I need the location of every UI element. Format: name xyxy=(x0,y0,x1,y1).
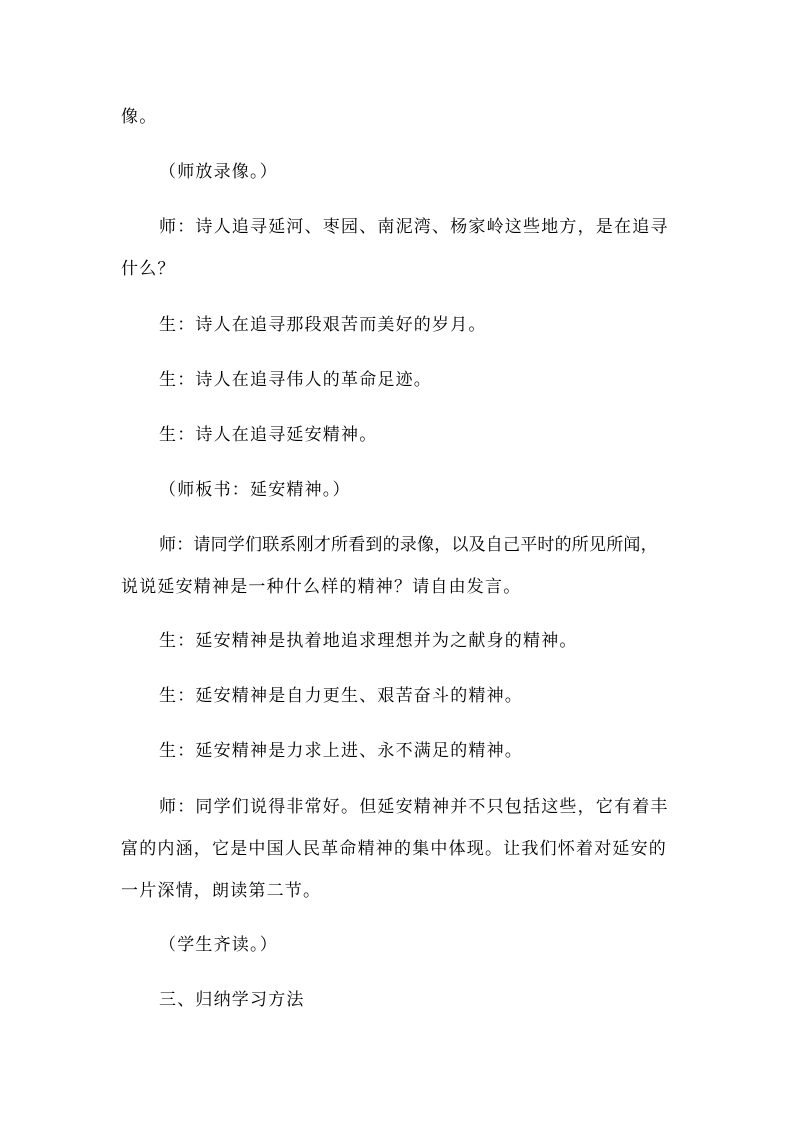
teacher-prompt-line-1: 师：请同学们联系刚才所看到的录像，以及自己平时的所见所闻， xyxy=(159,535,658,555)
student-answer-3: 生：诗人在追寻延安精神。 xyxy=(159,425,378,445)
teacher-summary-line-2: 富的内涵，它是中国人民革命精神的集中体现。让我们怀着对延安的 xyxy=(121,839,667,859)
student-answer-6: 生：延安精神是力求上进、永不满足的精神。 xyxy=(159,741,523,761)
teacher-summary-line-3: 一片深情，朗读第二节。 xyxy=(121,881,322,901)
text-line-continuation: 像。 xyxy=(121,107,158,127)
stage-direction-play-video: （师放录像。） xyxy=(159,162,278,182)
stage-direction-read-aloud: （学生齐读。） xyxy=(159,935,278,955)
teacher-question-line-2: 什么？ xyxy=(121,259,176,279)
student-answer-2: 生：诗人在追寻伟人的革命足迹。 xyxy=(159,370,432,390)
student-answer-4: 生：延安精神是执着地追求理想并为之献身的精神。 xyxy=(159,631,578,651)
student-answer-1: 生：诗人在追寻那段艰苦而美好的岁月。 xyxy=(159,315,487,335)
student-answer-5: 生：延安精神是自力更生、艰苦奋斗的精神。 xyxy=(159,686,523,706)
section-heading: 三、归纳学习方法 xyxy=(159,990,305,1010)
stage-direction-blackboard: （师板书：延安精神。） xyxy=(159,480,351,500)
teacher-question-line-1: 师：诗人追寻延河、枣园、南泥湾、杨家岭这些地方，是在追寻 xyxy=(159,217,669,237)
teacher-summary-line-1: 师：同学们说得非常好。但延安精神并不只包括这些，它有着丰 xyxy=(159,797,669,817)
teacher-prompt-line-2: 说说延安精神是一种什么样的精神？请自由发言。 xyxy=(121,577,522,597)
